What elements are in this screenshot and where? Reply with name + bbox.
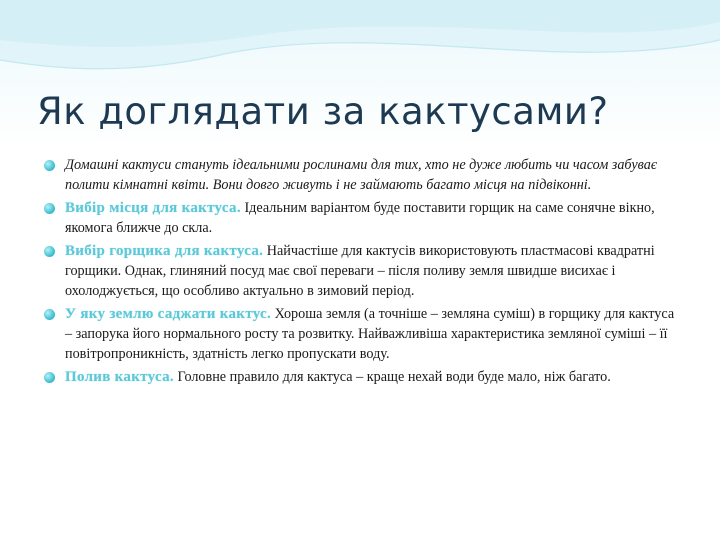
section-heading: Вибір горщика для кактуса. xyxy=(65,243,264,259)
bullet-icon xyxy=(44,203,55,214)
bullet-icon xyxy=(44,372,55,383)
list-item xyxy=(44,367,684,387)
section-heading: У яку землю саджати кактус. xyxy=(65,306,272,322)
list-item xyxy=(44,304,684,364)
section-heading: Полив кактуса. xyxy=(65,369,174,385)
list-item xyxy=(44,198,684,238)
intro-text: Домашні кактуси стануть ідеальними рослинами для тих, хто не дуже любить чи часом забуває полити кімнатні квіти. Вони довго живуть і не займають багато місця на підвіконні. xyxy=(65,157,658,193)
bullet-icon xyxy=(44,160,55,171)
list-item xyxy=(44,155,684,195)
list-item xyxy=(44,241,684,301)
bullet-icon xyxy=(44,246,55,257)
section-text: Головне правило для кактуса – краще нехай води буде мало, ніж багато. xyxy=(173,369,611,385)
bullet-list xyxy=(44,155,684,390)
section-text: Найчастіше для кактусів використовують пластмасові квадратні горщики. Однак, глиняний посуд має свої переваги – після поливу земля швидше висихає і охолоджується, що особливо актуально в зимовий період. xyxy=(65,243,655,299)
bullet-icon xyxy=(44,309,55,320)
section-text: Ідеальним варіантом буде поставити горщик на саме сонячне вікно, якомога ближче до скла. xyxy=(65,200,655,236)
section-text: Хороша земля (а точніше – земляна суміш) в горщику для кактуса – запорука його нормального росту та розвитку. Найважливіша характеристика земляної суміші – її повітропроникність, здатність легко пропускати воду. xyxy=(65,306,675,362)
section-heading: Вибір місця для кактуса. xyxy=(65,200,241,216)
slide-title: Як доглядати за кактусами? xyxy=(37,90,609,133)
